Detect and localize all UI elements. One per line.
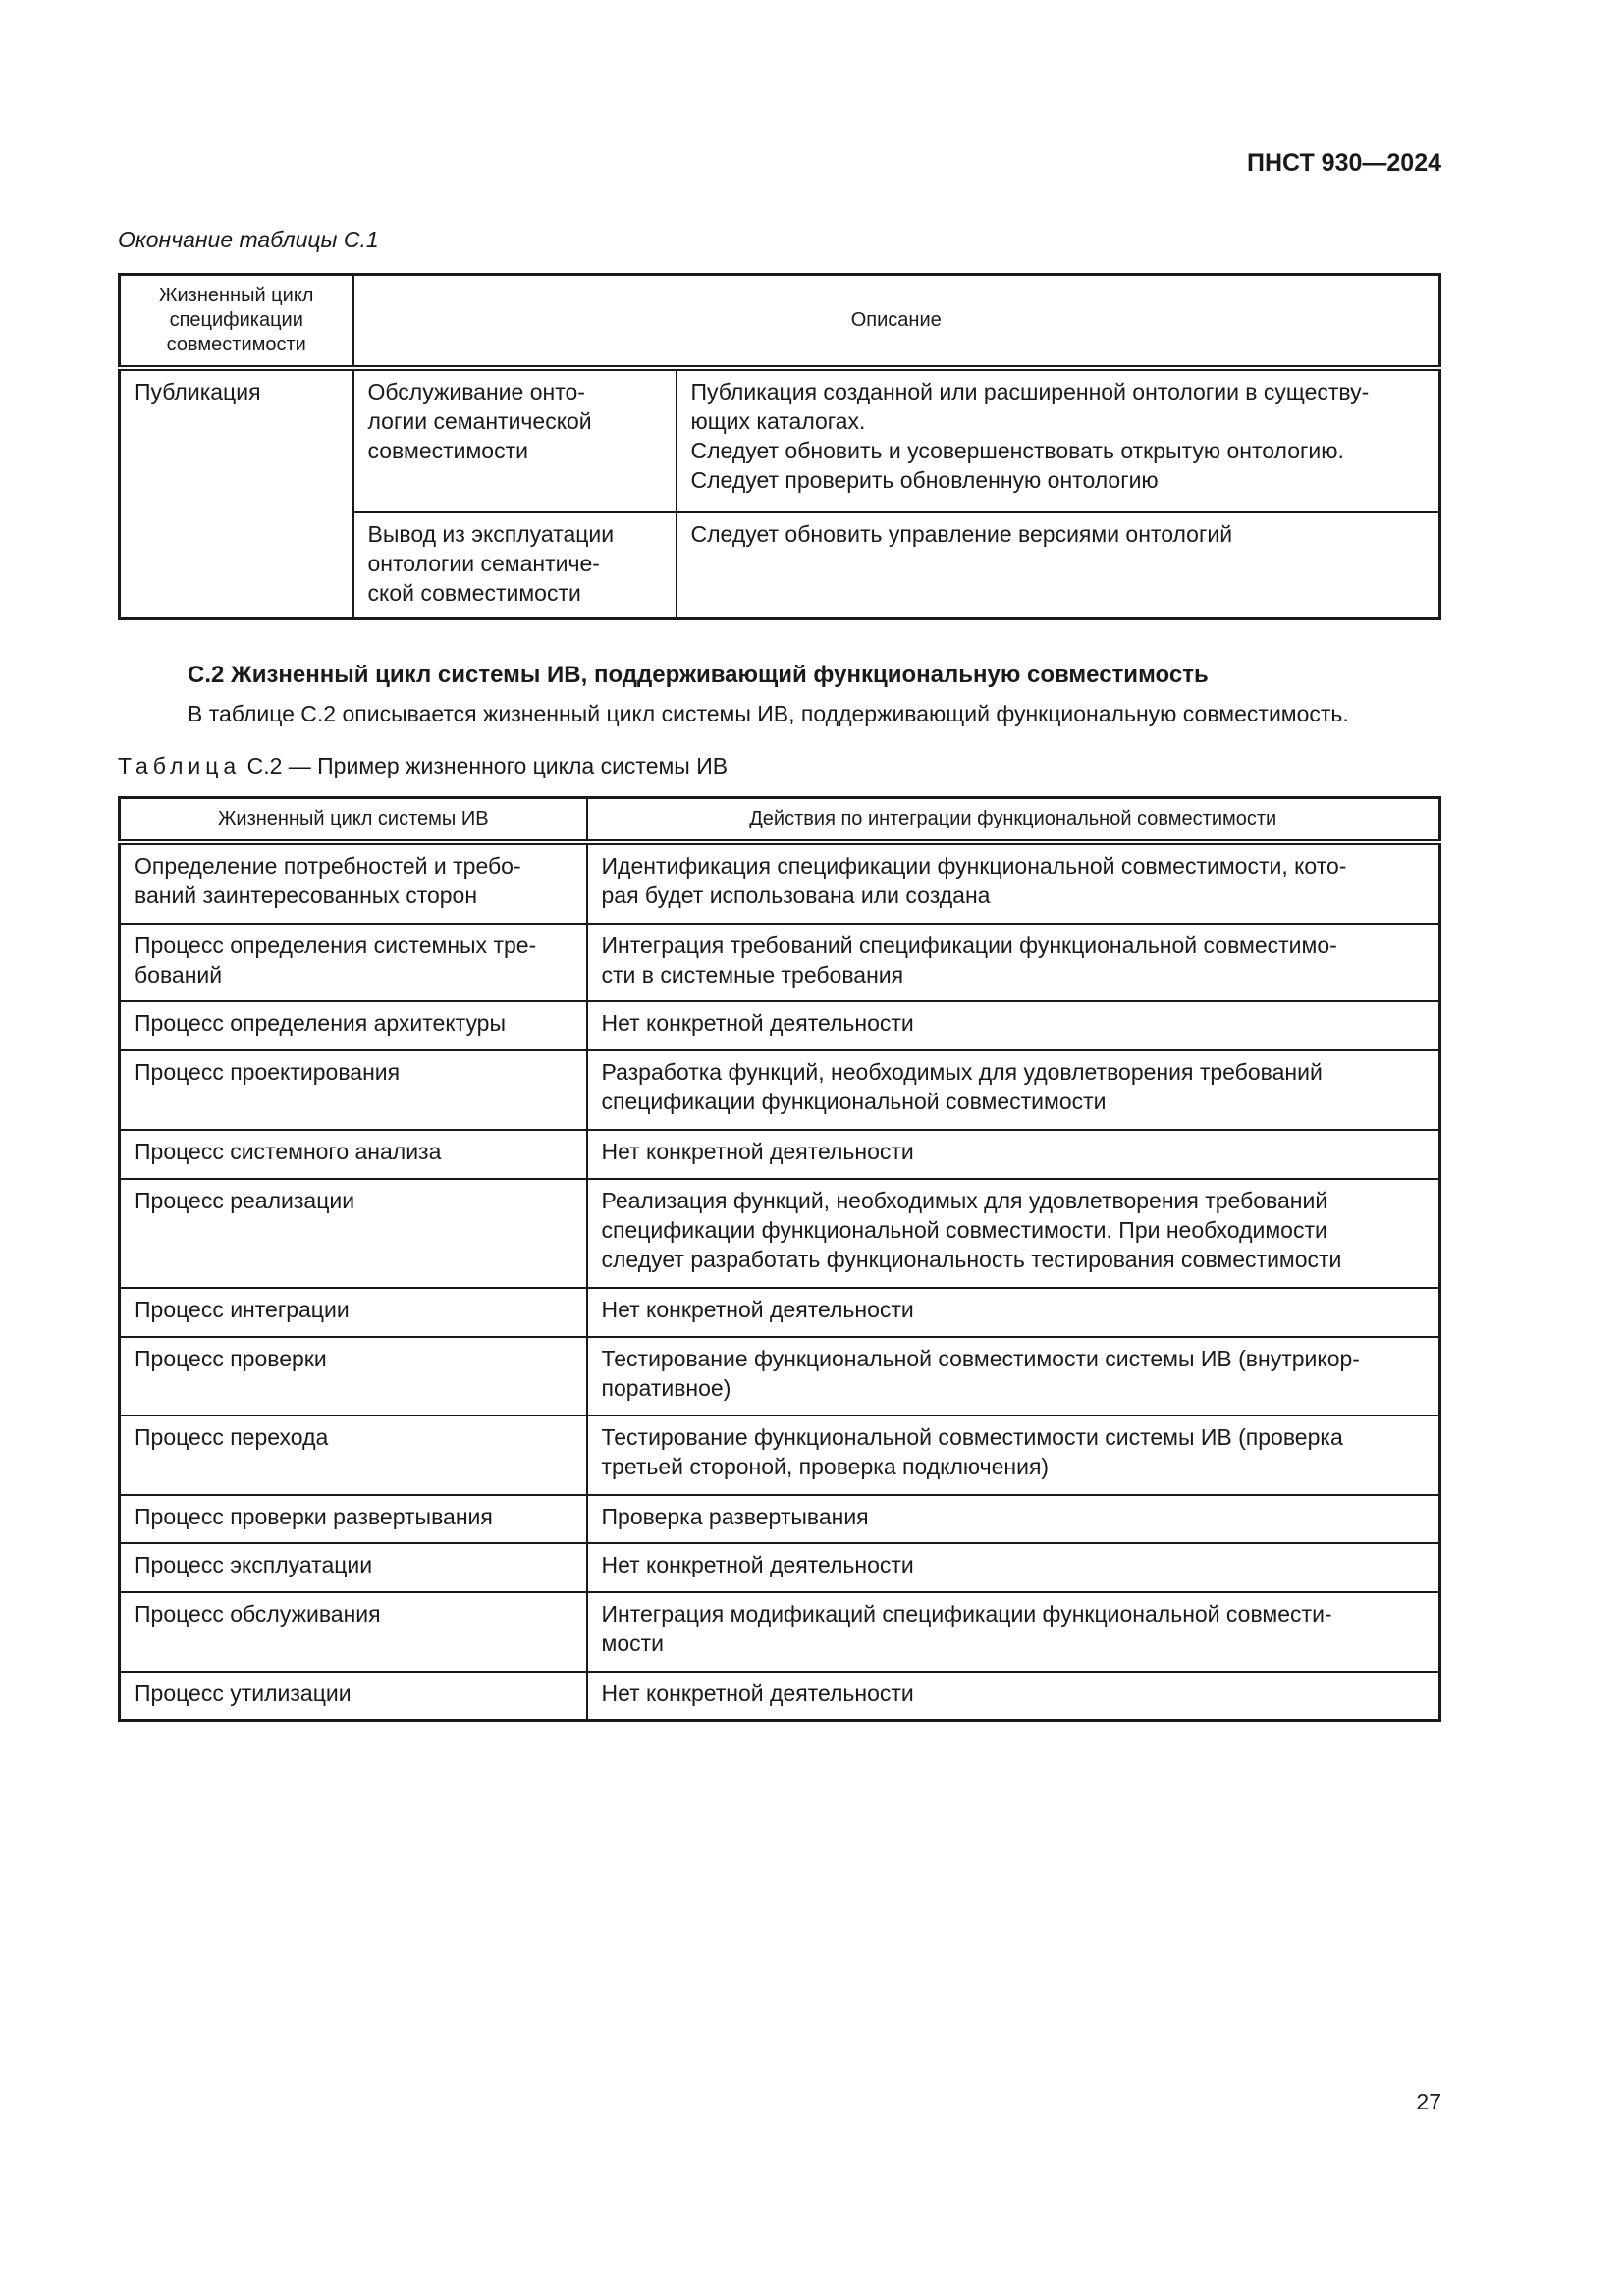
table-c1 [118, 273, 1441, 620]
table-continuation-caption: Окончание таблицы С.1 [118, 227, 379, 252]
table-row [120, 1672, 1440, 1721]
table-caption-text: С.2 — Пример жизненного цикла системы ИВ [246, 753, 729, 778]
table-row [120, 1337, 1440, 1415]
stage-cell: Процесс проверки [120, 1337, 587, 1415]
stage-cell: Процесс перехода [120, 1415, 587, 1495]
table-row [120, 842, 1440, 924]
page-number: 27 [1416, 2089, 1441, 2114]
stage-cell: Процесс проверки развертывания [120, 1495, 587, 1543]
table-caption-label: Таблица [118, 753, 242, 778]
section-paragraph: В таблице С.2 описывается жизненный цикл системы ИВ, поддерживающий функциональную совместимость. [188, 701, 1349, 726]
table-row [120, 1050, 1440, 1130]
action-cell: Идентификация спецификации функциональной совместимости, кото- рая будет использована или создана [587, 842, 1440, 924]
table-row [120, 1592, 1440, 1672]
section-heading: С.2 Жизненный цикл системы ИВ, поддерживающий функциональную совместимость [188, 662, 1209, 688]
table-row [120, 1415, 1440, 1495]
column-header: Жизненный цикл спецификации совместимости [120, 275, 353, 368]
group-cell: Публикация [120, 368, 353, 619]
stage-cell: Процесс эксплуатации [120, 1543, 587, 1592]
action-cell: Проверка развертывания [587, 1495, 1440, 1543]
action-cell: Интеграция модификаций спецификации функциональной совмести- мости [587, 1592, 1440, 1672]
column-header: Действия по интеграции функциональной совместимости [587, 798, 1440, 842]
document-id: ПНСТ 930—2024 [1247, 149, 1441, 177]
table-row [120, 368, 1440, 512]
action-cell: Нет конкретной деятельности [587, 1543, 1440, 1592]
table-caption [118, 753, 728, 779]
table-row [120, 1179, 1440, 1288]
stage-cell: Процесс реализации [120, 1179, 587, 1288]
action-cell: Нет конкретной деятельности [587, 1130, 1440, 1179]
action-cell: Нет конкретной деятельности [587, 1672, 1440, 1721]
stage-cell: Обслуживание онто- логии семантической совместимости [353, 368, 677, 512]
stage-cell: Процесс проектирования [120, 1050, 587, 1130]
stage-cell: Определение потребностей и требо- ваний заинтересованных сторон [120, 842, 587, 924]
action-cell: Нет конкретной деятельности [587, 1288, 1440, 1337]
stage-cell: Процесс системного анализа [120, 1130, 587, 1179]
table-row [120, 924, 1440, 1001]
table-c2 [118, 796, 1441, 1722]
stage-cell: Процесс определения архитектуры [120, 1001, 587, 1050]
stage-cell: Процесс определения системных тре- бований [120, 924, 587, 1001]
table-row [120, 1495, 1440, 1543]
action-cell: Интеграция требований спецификации функциональной совместимо- сти в системные требования [587, 924, 1440, 1001]
action-cell: Реализация функций, необходимых для удовлетворения требований спецификации функциональной совместимости. При необходимости следует разработать функциональность тестирования совместимости [587, 1179, 1440, 1288]
column-header: Описание [353, 275, 1440, 368]
stage-cell: Вывод из эксплуатации онтологии семантиче- ской совместимости [353, 512, 677, 619]
table-row [120, 1288, 1440, 1337]
stage-cell: Процесс обслуживания [120, 1592, 587, 1672]
action-cell: Разработка функций, необходимых для удовлетворения требований спецификации функциональной совместимости [587, 1050, 1440, 1130]
stage-cell: Процесс интеграции [120, 1288, 587, 1337]
table-row [120, 1543, 1440, 1592]
description-cell: Публикация созданной или расширенной онтологии в существу- ющих каталогах. Следует обновить и усовершенствовать открытую онтологию. Следует проверить обновленную онтологию [677, 368, 1440, 512]
table-row [120, 1130, 1440, 1179]
action-cell: Тестирование функциональной совместимости системы ИВ (проверка третьей стороной, проверка подключения) [587, 1415, 1440, 1495]
table-row [120, 1001, 1440, 1050]
stage-cell: Процесс утилизации [120, 1672, 587, 1721]
action-cell: Нет конкретной деятельности [587, 1001, 1440, 1050]
column-header: Жизненный цикл системы ИВ [120, 798, 587, 842]
description-cell: Следует обновить управление версиями онтологий [677, 512, 1440, 619]
action-cell: Тестирование функциональной совместимости системы ИВ (внутрикор- поративное) [587, 1337, 1440, 1415]
